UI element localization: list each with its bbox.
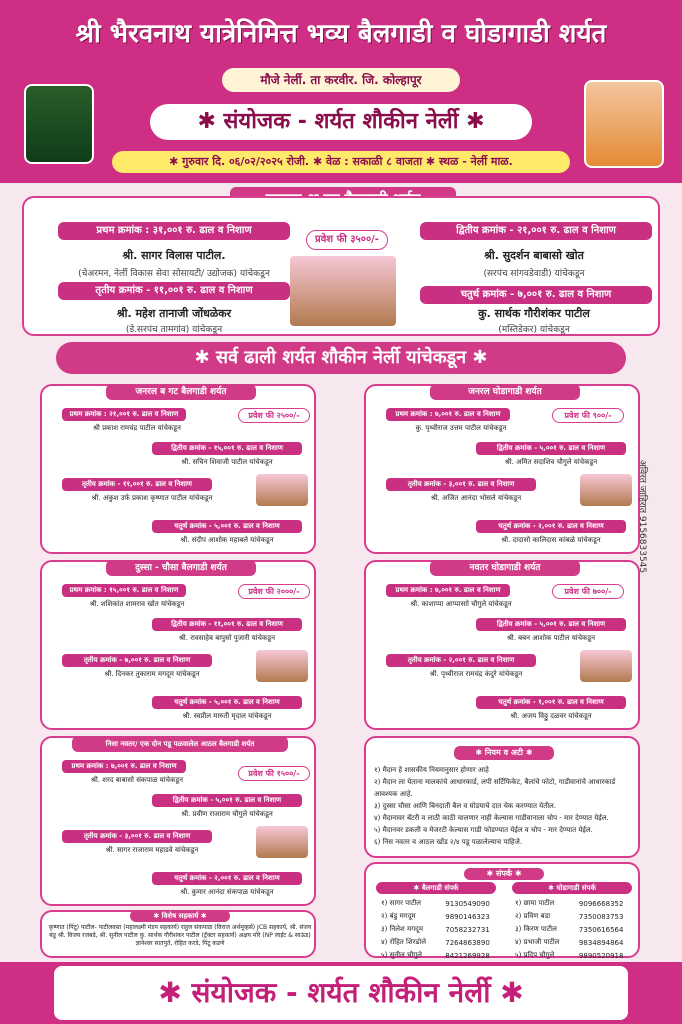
winner-4: श्री. दादासो कालिदास कांबळे यांचेकडून xyxy=(501,536,601,544)
contacts-title: ✱ संपर्क ✱ xyxy=(464,868,544,880)
winner-3: श्री. दिनकर तुकाराम मगदूम यांचेकडून xyxy=(104,670,200,678)
winner-3-desc: (डे.सरपंच तामगांव) यांचेकडून xyxy=(125,325,223,335)
rank-2: द्वितीय क्रमांक - ५,००१ रु. ढाल व निशाण xyxy=(152,794,302,807)
dusta-title: दुस्सा - चौसा बैलगाडी शर्यत xyxy=(106,560,256,576)
winner-2: श्री. सचिन शिवाजी पाटील यांचेकडून xyxy=(181,458,273,466)
rank-2: द्वितीय क्रमांक - २१,००१ रु. ढाल व निशाण xyxy=(420,222,652,240)
special-section xyxy=(40,910,316,958)
footer xyxy=(0,962,682,1024)
winner-4: श्री. संदीप आशोक महाबले यांचेकडून xyxy=(180,536,274,544)
contact-name: ५) सुनील चौगुले xyxy=(381,951,422,959)
contact-name: २) बंडु मगदूम xyxy=(381,912,416,920)
general-b-title: जनरल ब गट बैलगाडी शर्यत xyxy=(106,384,256,400)
winner-1: श्री प्रकाश रामचंद्र पाटील यांचेकडून xyxy=(93,424,181,432)
rank-3: तृतीय क्रमांक - ११,००१ रु. ढाल व निशाण xyxy=(58,282,290,300)
contact-phone[interactable]: 7350083753 xyxy=(578,912,624,921)
entry-fee: प्रवेश फी २५००/- xyxy=(238,408,310,423)
rank-1: प्रथम क्रमांक : ३१,००१ रु. ढाल व निशाण xyxy=(58,222,290,240)
rank-3: तृतीय क्रमांक - ११,००१ रु. ढाल व निशाण xyxy=(62,478,212,491)
entry-fee: प्रवेश फी ३५००/- xyxy=(306,230,388,250)
winner-1: श्री. शरद बाबासो संकपाळ यांचेकडून xyxy=(91,776,183,784)
rank-4: चतुर्थ क्रमांक - १,००१ रु. ढाल व निशाण xyxy=(476,696,626,709)
entry-fee: प्रवेश फी ७००/- xyxy=(552,584,624,599)
rank-1: प्रथम क्रमांक : १५,००१ रु. ढाल व निशाण xyxy=(62,584,186,597)
rank-4: चतुर्थ क्रमांक - ७,००१ रु. ढाल व निशाण xyxy=(420,286,652,304)
winner-3: श्री. पृथ्वीराज रामचंद्र कंदुरे यांचेकडून xyxy=(429,670,523,678)
contact-name: ४) प्रभाजी पाटील xyxy=(515,938,560,946)
nisha-title: निसा नवतर/ एक दोन पडू पळवालेल आठल बैलगाडी शर्यत xyxy=(72,736,288,752)
rule-item: ३) दुस्सा चौसा आणि बिनदाती बैल व घोडयाचे दात चेक करण्यात येतील. xyxy=(374,802,557,810)
rank-2: द्वितीय क्रमांक - ५,००१ रु. ढाल व निशाण xyxy=(476,442,626,455)
contact-name: १) सागर पाटील xyxy=(381,899,422,907)
rules-list xyxy=(374,764,636,848)
side-advert: अविरत जाहिरात 9156833545 xyxy=(636,459,647,574)
contact-name: २) प्रविण बडा xyxy=(515,912,551,920)
entry-fee: प्रवेश फी २०००/- xyxy=(238,584,310,599)
new-horse-title: नवतर घोडागाडी शर्यत xyxy=(430,560,580,576)
race-photo xyxy=(580,474,632,506)
contact-name: १) छाया पाटील xyxy=(515,899,555,907)
contact-name: ५) प्रदिप चौगुले xyxy=(515,951,555,959)
contact-phone[interactable]: 7264863890 xyxy=(445,938,490,947)
race-photo xyxy=(256,826,308,858)
winner-3-name: श्री. महेश तानाजी जोंधळेकर xyxy=(116,307,232,320)
winner-4: श्री. अजय विठ्ठु दळवर यांचेकडून xyxy=(510,712,592,720)
race-photo xyxy=(580,650,632,682)
rank-3: तृतीय क्रमांक - ७,००१ रु. ढाल व निशाण xyxy=(62,654,212,667)
rule-item: २) मैदान ला येताना मालकांचे आधारकार्ड, लपी सर्टिफिकेट, बैलांचे फोटो, गाडीवानांचे आधारकार्ड आवश्यक आहे. xyxy=(374,778,616,798)
rank-1: प्रथम क्रमांक : ७,००१ रु. ढाल व निशाण xyxy=(386,584,510,597)
contact-phone[interactable]: 9096668352 xyxy=(578,899,624,908)
rank-3: तृतीय क्रमांक - २,००१ रु. ढाल व निशाण xyxy=(386,654,536,667)
rules-section xyxy=(364,736,640,858)
new-horse-section xyxy=(364,560,640,730)
winner-1: श्री. शशिकांत शामराव खोत यांचेकडून xyxy=(89,600,185,608)
dusta-section xyxy=(40,560,316,730)
organizer: ✱ संयोजक - शर्यत शौकीन नेर्ली ✱ xyxy=(150,104,532,140)
race-photo xyxy=(256,650,308,682)
rank-2: द्वितीय क्रमांक - ११,००१ रु. ढाल व निशाण xyxy=(152,618,302,631)
rule-item: ४) मैदानावर बॅटरी व लाठी काठी चालणार नाही केल्यास गाडीवानाला चोप - मार देण्यात येईल. xyxy=(374,814,609,822)
winner-4: श्री. कुमार आनंदा संकपाळ यांचेकडून xyxy=(180,888,274,896)
rank-4: चतुर्थ क्रमांक - ५,००१ रु. ढाल व निशाण xyxy=(152,520,302,533)
general-horse-section xyxy=(364,384,640,554)
special-text: कृष्णात (पिंटू) पाटील- पाटीलवस्त (महालक्ष्मी मंडप सहकार्य) राहुल संकपाळ (विराज अर्थमूव्हर्स) JCB सहकार्य, श्री. संजय बंडू श्री. विजय रजबडे, श्री. सुनील पाटील कु. सार्थक गौरीशंकर पाटील (ट्रॅक्टर सहकार्य) अक्षय मोरे (NP लाईट & साऊंड) ज्ञानेश्वर सातपुते, रोहित करडे, पिंटू कडणे xyxy=(48,924,312,947)
contact-phone[interactable]: 9890146323 xyxy=(445,912,490,921)
contact-name: ३) निलेश मगदूम xyxy=(381,925,424,933)
winner-2: श्री. प्रवीण राजाराम चौगुले यांचेकडून xyxy=(181,810,273,818)
race-photo xyxy=(256,474,308,506)
contact-phone[interactable]: 7058232731 xyxy=(445,925,490,934)
winner-3: श्री. सागर राजाराम महाडवे यांचेकडून xyxy=(105,846,199,854)
page-title: श्री भैरवनाथ यात्रेनिमित्त भव्य बैलगाडी व घोडागाडी शर्यत xyxy=(75,19,607,49)
contacts-section xyxy=(364,862,640,958)
rank-2: द्वितीय क्रमांक - १५,००१ रु. ढाल व निशाण xyxy=(152,442,302,455)
rank-3: तृतीय क्रमांक - ३,००१ रु. ढाल व निशाण xyxy=(62,830,212,843)
winner-1: श्री. काशाप्पा आप्पासाो चौगुले यांचेकडून xyxy=(410,600,512,608)
contact-name: ३) किरण पाटील xyxy=(515,925,557,933)
winner-4-name: कु. सार्थक गौरीशंकर पाटील xyxy=(478,307,590,320)
footer-text: ✱ संयोजक - शर्यत शौकीन नेर्ली ✱ xyxy=(54,966,628,1020)
bull-contact-table xyxy=(376,896,506,963)
winner-1-name: श्री. सागर विलास पाटील. xyxy=(122,249,226,262)
contact-name: ४) रोहित शिरढोले xyxy=(381,938,426,946)
rank-1: प्रथम क्रमांक : २१,००१ रु. ढाल व निशाण xyxy=(62,408,186,421)
bull-contact-head: ✱ बैलगाडी संपर्क xyxy=(376,882,496,894)
rank-4: चतुर्थ क्रमांक - ५,००१ रु. ढाल व निशाण xyxy=(152,696,302,709)
rule-item: ५) मैदानवर डकली व मेजरटी केल्यास गाडी फोडण्यात येईल व चोप - मार देण्यात येईल. xyxy=(374,826,593,834)
nisha-section xyxy=(40,736,316,906)
rules-title: ✱ नियम व अटी ✱ xyxy=(454,746,554,760)
winner-3: श्री. अंकुश उर्फ प्रकाश कृष्णात पाटील यांचेकडून xyxy=(91,494,213,502)
event-date: ✱ गुरुवार दि. ०६/०२/२०२५ रोजी. ✱ वेळ : सकाळी ८ वाजता ✱ स्थळ - नेर्ली माळ. xyxy=(112,151,570,173)
entry-fee: प्रवेश फी १५००/- xyxy=(238,766,310,781)
horse-contact-head: ✱ घोडागाडी संपर्क xyxy=(512,882,632,894)
rule-item: १) मैदान हे शासकीय नियमानुसार होणार आहे xyxy=(374,766,489,774)
winner-4: श्री. स्वप्नील मारुती मृदाल यांचेकडून xyxy=(182,712,272,720)
deity-image xyxy=(24,84,94,164)
winner-2-name: श्री. सुदर्शन बाबासो खोत xyxy=(484,249,584,262)
rank-3: तृतीय क्रमांक - ३,००१ रु. ढाल व निशाण xyxy=(386,478,536,491)
race-photo xyxy=(290,256,396,326)
horse-contact-table xyxy=(510,896,640,963)
shivaji-portrait xyxy=(584,80,664,168)
winner-2: श्री. अमित सदाशिव चौगुले यांचेकडून xyxy=(504,458,598,466)
contact-phone[interactable]: 9834894864 xyxy=(578,938,624,947)
location: मौजे नेर्ली. ता करवीर. जि. कोल्हापूर xyxy=(222,68,460,92)
rank-2: द्वितीय क्रमांक - ५,००१ रु. ढाल व निशाण xyxy=(476,618,626,631)
winner-3: श्री. अजित आनंदा भोसले यांचेकडून xyxy=(430,494,522,502)
entry-fee: प्रवेश फी ९००/- xyxy=(552,408,624,423)
winner-1: कु. पृथ्वीराज उत्तम पाटील यांचेकडून xyxy=(415,424,507,432)
rank-1: प्रथम क्रमांक : ७,००१ रु. ढाल व निशाण xyxy=(62,760,186,773)
winner-1-desc: (चेअरमन, नेर्ली विकास सेवा सोसायटी/ उद्योजक) यांचेकडून xyxy=(78,269,270,279)
winner-2-desc: (सरपंच सांगवडेवाडी) यांचेकडून xyxy=(483,269,585,279)
contact-phone[interactable]: 7350616564 xyxy=(578,925,624,934)
rank-4: चतुर्थ क्रमांक - २,००१ रु. ढाल व निशाण xyxy=(152,872,302,885)
contact-phone[interactable]: 9130549090 xyxy=(445,899,490,908)
winner-2: श्री. रावसाहेब बापुसो पुजारी यांचेकडून xyxy=(178,634,276,642)
contact-phone[interactable]: 9890520918 xyxy=(578,951,624,960)
rule-item: ६) निस नवतर व आठल खोंड २/४ पडू पळालेल्याच पाहिजे. xyxy=(374,838,523,846)
winner-2: श्री. बबन आशोक पाटील यांचेकडून xyxy=(506,634,596,642)
general-b-section xyxy=(40,384,316,554)
general-a-section xyxy=(22,196,660,336)
header xyxy=(0,0,682,183)
contact-phone[interactable]: 8421269928 xyxy=(445,951,490,960)
shields-banner: ✱ सर्व ढाली शर्यत शौकीन नेर्ली यांचेकडून ✱ xyxy=(56,342,626,374)
rank-4: चतुर्थ क्रमांक - २,००१ रु. ढाल व निशाण xyxy=(476,520,626,533)
rank-1: प्रथम क्रमांक : ७,००१ रु. ढाल व निशाण xyxy=(386,408,510,421)
winner-4-desc: (मस्तिडेकर) यांचेकडून xyxy=(498,325,570,335)
general-horse-title: जनरल घोडागाडी शर्यत xyxy=(430,384,580,400)
special-title: ✱ विशेष सहकार्य ✱ xyxy=(130,910,230,922)
